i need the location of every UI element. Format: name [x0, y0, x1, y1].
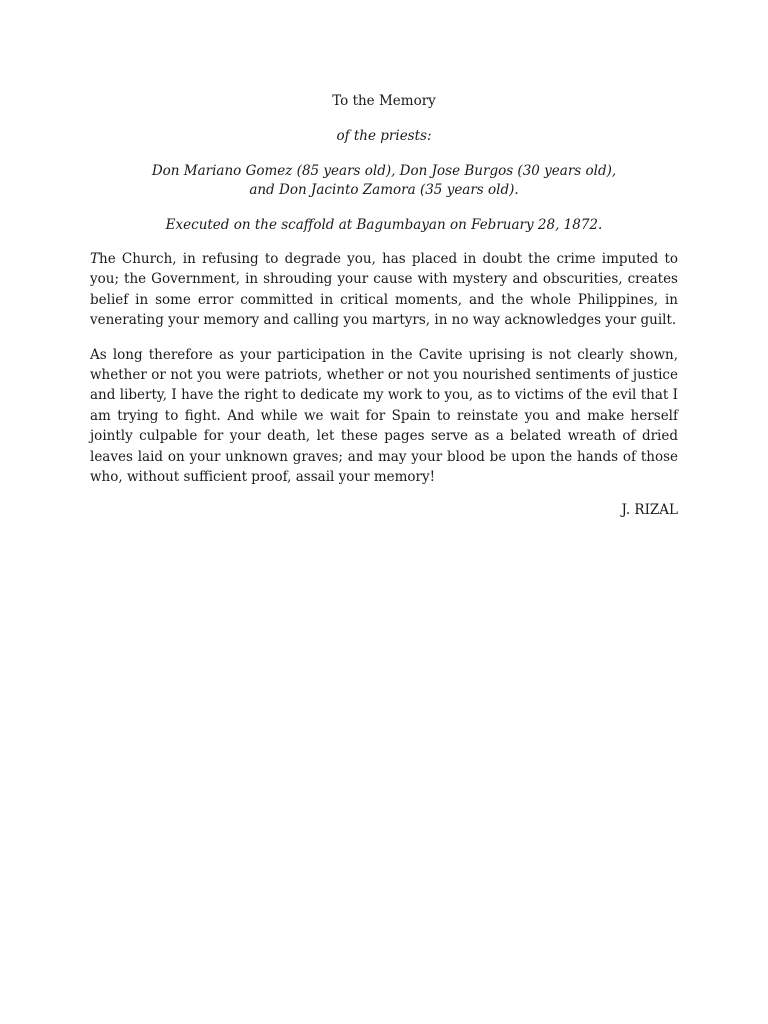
dedication-page [90, 92, 678, 520]
execution-note: Executed on the scaffold at Bagumbayan on February 28, 1872. [165, 217, 603, 233]
paragraph-1 [90, 249, 678, 331]
paragraph-1-text: he Church, in refusing to degrade you, has placed in doubt the crime imputed to you; the Government, in shrouding your cause with mystery and obscurities, creates belief in some error committed in critical moments, and the whole Philippines, in venerating your memory and calling you martyrs, in no way acknowledges your guilt. [90, 251, 678, 329]
dedication-subtitle: of the priests: [336, 128, 432, 144]
priests-names [90, 162, 678, 200]
priests-line-1: Don Mariano Gomez (85 years old), Don Jose Burgos (30 years old), [151, 163, 617, 179]
dedication-title: To the Memory [332, 93, 436, 109]
signature: J. RIZAL [621, 502, 678, 519]
priests-line-2: and Don Jacinto Zamora (35 years old). [249, 182, 519, 198]
paragraph-2: As long therefore as your participation in the Cavite uprising is not clearly shown, whether or not you were patriots, whether or not you nourished sentiments of justice and liberty, I have the right to dedicate my work to you, as to victims of the evil that I am trying to fight. And while we wait for Spain to reinstate you and make herself jointly culpable for your death, let these pages serve as a belated wreath of dried leaves laid on your unknown graves; and may your blood be upon the hands of those who, without sufficient proof, assail your memory! [90, 346, 678, 486]
paragraph-1-initial: T [90, 251, 100, 267]
